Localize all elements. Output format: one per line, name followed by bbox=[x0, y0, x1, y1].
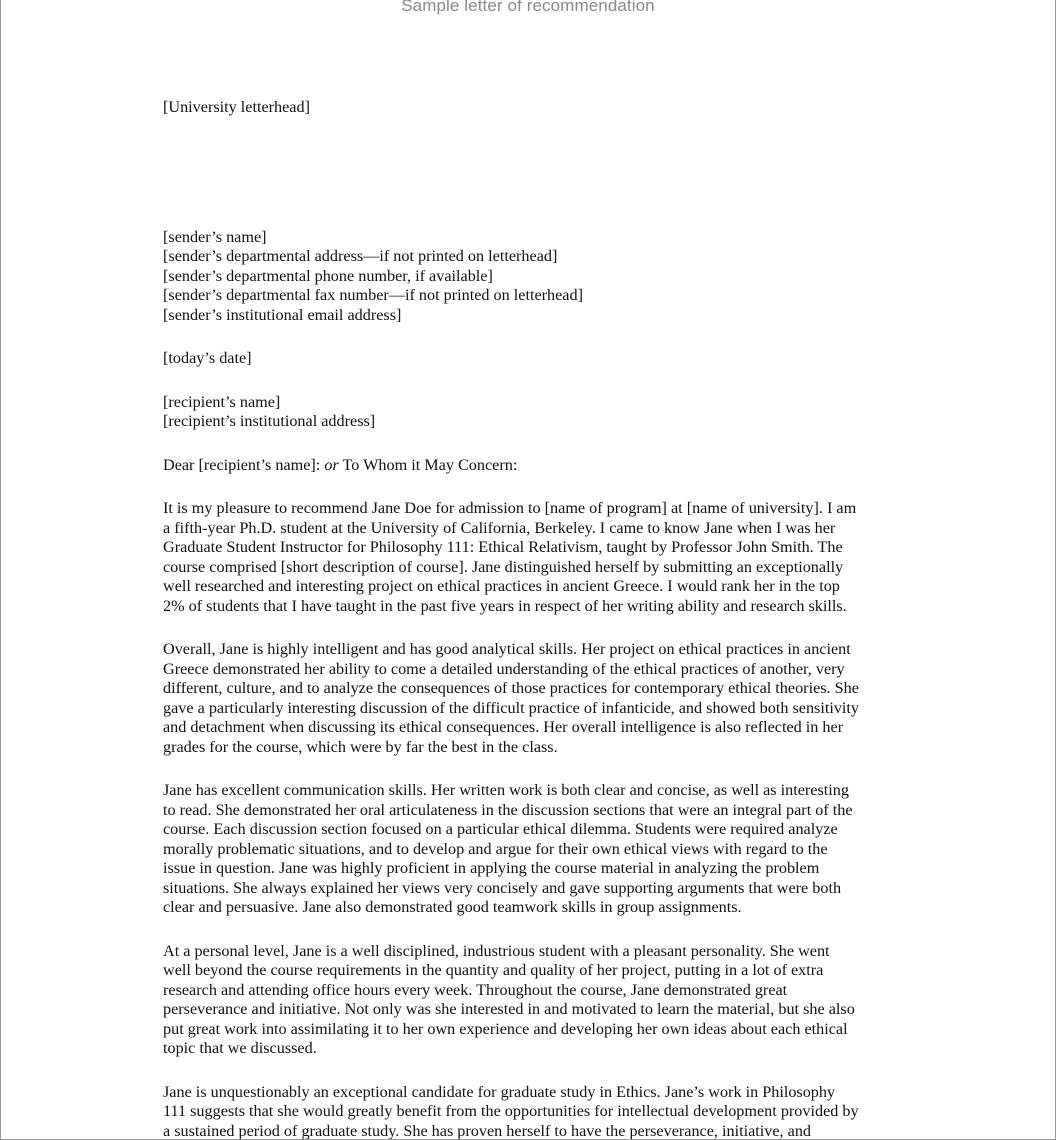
paragraph-line: 2% of students that I have taught in the past five years in respect of her writing ability and research skills. bbox=[163, 596, 847, 615]
paragraph-line: and detachment when discussing its ethical consequences. Her overall intelligence is also reflected in her bbox=[163, 718, 844, 736]
salutation-part2: To Whom it May Concern: bbox=[342, 455, 518, 474]
paragraph-line: Overall, Jane is highly intelligent and has good analytical skills. Her project on ethical practices in ancient bbox=[163, 640, 851, 658]
paragraph-line: well beyond the course requirements in the quantity and quality of her project, putting in a lot of extra bbox=[163, 961, 824, 979]
paragraph-line: research and attending office hours every week. Throughout the course, Jane demonstrated great bbox=[163, 980, 788, 999]
paragraph-line: to read. She demonstrated her oral articulateness in the discussion sections that were an integral part of the bbox=[163, 800, 853, 819]
sender-block bbox=[163, 228, 903, 326]
paragraph-line: Jane is unquestionably an exceptional candidate for graduate study in Ethics. Jane’s work in Philosophy bbox=[163, 1082, 836, 1101]
paragraph-line: put great work into assimilating it to her own experience and developing her own ideas about each ethical bbox=[163, 1019, 848, 1038]
paragraph-line: Jane has excellent communication skills. Her written work is both clear and concise, as well as interesting bbox=[163, 781, 849, 799]
paragraph-line: grades for the course, which were by far the best in the class. bbox=[163, 737, 558, 756]
letter-paragraph bbox=[163, 781, 903, 918]
sender-phone: [sender’s departmental phone number, if available] bbox=[163, 266, 493, 285]
paragraph-line: situations. She always explained her views very concisely and gave supporting arguments that were both bbox=[163, 878, 842, 897]
paragraph-line: morally problematic situations, and to develop and argue for their own ethical views with regard to the bbox=[163, 839, 828, 858]
recipient-name: [recipient’s name] bbox=[163, 392, 281, 411]
paragraph-line: It is my pleasure to recommend Jane Doe for admission to [name of program] at [name of university]. I am bbox=[163, 499, 857, 517]
paragraph-line: course comprised [short description of course]. Jane distinguished herself by submitting an exceptionally bbox=[163, 557, 844, 576]
letter-paragraph bbox=[163, 942, 903, 1059]
paragraph-line: issue in question. Jane was highly proficient in applying the course material in analyzing the problem bbox=[163, 859, 820, 877]
salutation-or: or bbox=[324, 455, 339, 474]
paragraph-line: Greece demonstrated her ability to come a detailed understanding of the ethical practices of another, very bbox=[163, 659, 845, 678]
sender-name: [sender’s name] bbox=[163, 227, 267, 246]
paragraph-line: At a personal level, Jane is a well disciplined, industrious student with a pleasant personality. She went bbox=[163, 941, 830, 960]
letter-paragraph bbox=[163, 640, 903, 757]
university-letterhead: [University letterhead] bbox=[163, 98, 310, 116]
salutation bbox=[163, 456, 903, 476]
paragraph-line: topic that we discussed. bbox=[163, 1039, 317, 1057]
paragraph-line: well researched and interesting project on ethical practices in ancient Greece. I would rank her in the top bbox=[163, 577, 840, 595]
paragraph-line: a sustained period of graduate study. She has proven herself to have the perseverance, initiative, and bbox=[163, 1121, 812, 1140]
date-line: [today’s date] bbox=[163, 349, 252, 367]
salutation-part1: Dear [recipient’s name]: bbox=[163, 455, 321, 474]
paragraph-line: 111 suggests that she would greatly benefit from the opportunities for intellectual development provided by bbox=[163, 1102, 859, 1120]
paragraph-line: perseverance and initiative. Not only was she interested in and motivated to learn the material, but she also bbox=[163, 1000, 855, 1018]
paragraph-line: different, culture, and to analyze the consequences of those practices for contemporary ethical theories. She bbox=[163, 679, 859, 697]
sender-address: [sender’s departmental address—if not printed on letterhead] bbox=[163, 247, 558, 265]
sender-email: [sender’s institutional email address] bbox=[163, 305, 402, 324]
paragraph-line: clear and persuasive. Jane also demonstrated good teamwork skills in group assignments. bbox=[163, 898, 742, 916]
paragraph-line: course. Each discussion section focused on a particular ethical dilemma. Students were required analyze bbox=[163, 820, 838, 838]
paragraph-line: a fifth-year Ph.D. student at the University of California, Berkeley. I came to know Jane when I was her bbox=[163, 518, 836, 537]
letter-paragraphs bbox=[163, 475, 903, 1140]
sender-fax: [sender’s departmental fax number—if not printed on letterhead] bbox=[163, 286, 583, 304]
letter-paragraph bbox=[163, 1083, 903, 1140]
letter-body bbox=[163, 98, 903, 1140]
document-title: Sample letter of recommendation bbox=[401, 0, 655, 15]
letter-paragraph bbox=[163, 499, 903, 616]
paragraph-line: Graduate Student Instructor for Philosophy 111: Ethical Relativism, taught by Professor John Smith. The bbox=[163, 538, 843, 556]
recipient-address: [recipient’s institutional address] bbox=[163, 412, 376, 430]
recipient-block bbox=[163, 393, 903, 432]
paragraph-line: gave a particularly interesting discussion of the difficult practice of infanticide, and showed both sensitivity bbox=[163, 698, 860, 717]
